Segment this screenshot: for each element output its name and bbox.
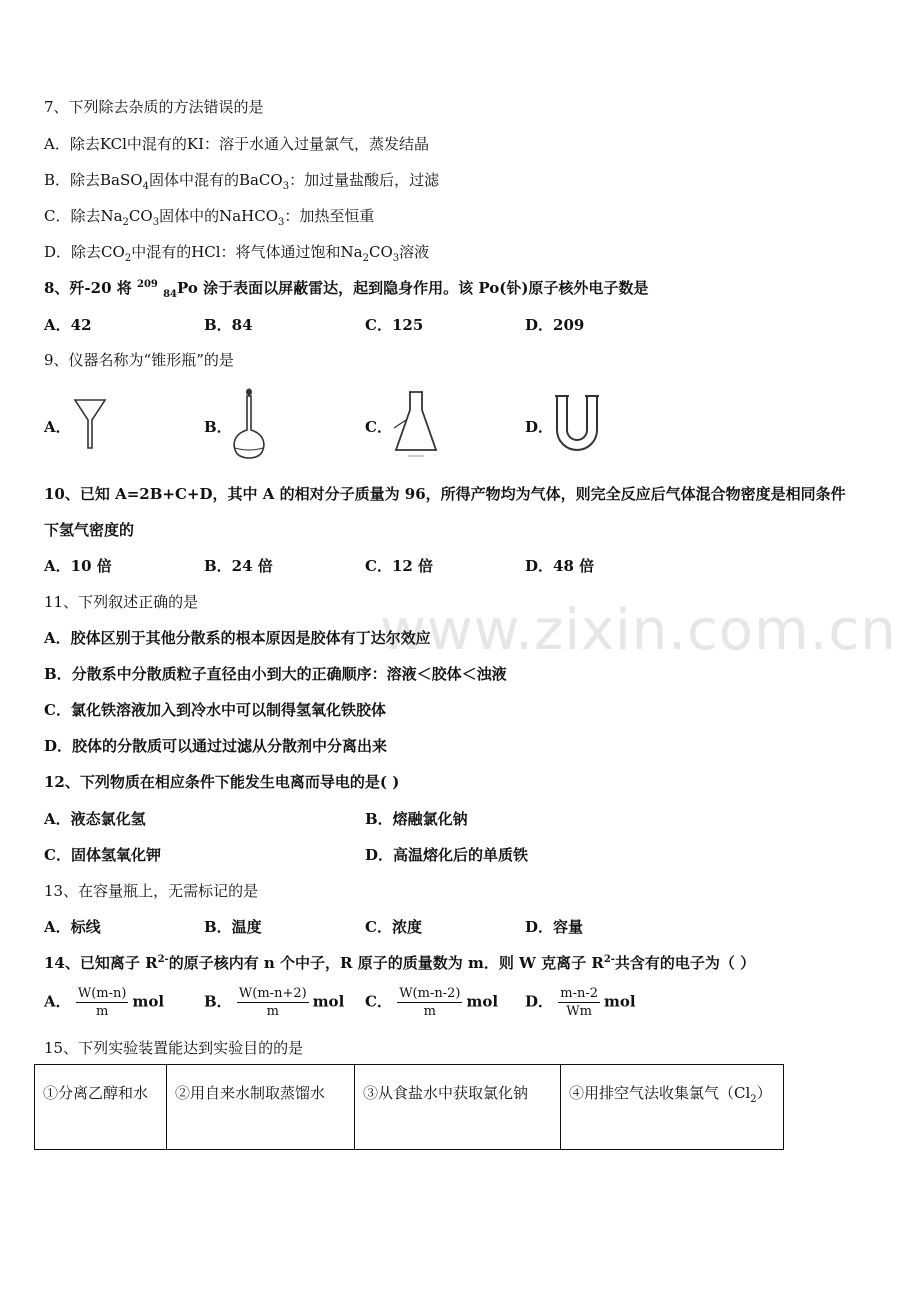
q14-option-c: C． $\frac{W(m-n-2)}{m}$ mol [365, 986, 499, 1019]
q9-label-b: B． [204, 418, 232, 436]
q13-option-a: A．标线 [44, 918, 101, 936]
q8-option-c: C．125 [365, 316, 424, 334]
conical-flask-icon [392, 388, 442, 460]
q11-option-b: B．分散系中分散质粒子直径由小到大的正确顺序：溶液＜胶体＜浊液 [44, 665, 507, 683]
q14-option-a: A． $\frac{W(m-n)}{m}$ mol [44, 986, 165, 1019]
q14-option-d: D． $\frac{m-n-2}{Wm}$ mol [525, 986, 636, 1019]
table-cell-4: ④用排空气法收集氯气$(Cl_2)$ [561, 1065, 784, 1150]
q7-option-a: A．除去KCl中混有的KI：溶于水通入过量氯气，蒸发结晶 [44, 135, 430, 153]
q14-option-b: B． $\frac{W(m-n+2)}{m}$ mol [204, 986, 345, 1019]
fraction: $\frac{W(m-n-2)}{m}$ [399, 986, 461, 1019]
q9-label-c: C． [365, 418, 392, 436]
q9-stem: 9、仪器名称为“锥形瓶”的是 [44, 351, 234, 369]
q7-stem: 7、下列除去杂质的方法错误的是 [44, 98, 264, 116]
q9-label-a: A． [44, 418, 71, 436]
q10-option-c: C．12 倍 [365, 557, 434, 575]
q9-label-d: D． [525, 418, 554, 436]
q10-option-d: D．48 倍 [525, 557, 595, 575]
q12-option-a: A．液态氯化氢 [44, 810, 146, 828]
q13-option-d: D．容量 [525, 918, 584, 936]
q7-option-b: B．除去BaSO$_4$固体中混有的BaCO$_3$：加过量盐酸后，过滤 [44, 171, 440, 192]
q10-option-a: A．10 倍 [44, 557, 112, 575]
watermark: www.zixin.com.cn [380, 598, 897, 663]
q12-option-c: C．固体氢氧化钾 [44, 846, 161, 864]
q15-stem: 15、下列实验装置能达到实验目的的是 [44, 1039, 304, 1057]
q13-stem: 13、在容量瓶上，无需标记的是 [44, 882, 259, 900]
experiment-table [34, 1064, 784, 1150]
q8-option-b: B．84 [204, 316, 253, 334]
q12-option-d: D．高温熔化后的单质铁 [365, 846, 529, 864]
q12-stem: 12、下列物质在相应条件下能发生电离而导电的是( ) [44, 773, 400, 791]
q13-option-b: B．温度 [204, 918, 262, 936]
q10-stem-line2: 下氢气密度的 [44, 521, 135, 539]
q8-option-d: D．209 [525, 316, 585, 334]
q10-stem-line1: 10、已知 A=2B+C+D，其中 A 的相对分子质量为 96，所得产物均为气体，则完全反应后气体混合物密度是相同条件 [44, 485, 846, 503]
q12-option-b: B．熔融氯化钠 [365, 810, 468, 828]
volumetric-flask-icon [228, 386, 272, 462]
q8-stem: 8、歼-20 将 $^{209}$ $_{84}$Po 涂于表面以屏蔽雷达，起到隐身作用。该 Po(钋)原子核外电子数是 [44, 279, 649, 300]
q11-option-c: C．氯化铁溶液加入到冷水中可以制得氢氧化铁胶体 [44, 701, 386, 719]
funnel-icon [72, 396, 108, 452]
table-cell-1: ①分离乙醇和水 [35, 1065, 167, 1150]
q14-stem: 14、已知离子 $R^{2-}$的原子核内有 n 个中子，R 原子的质量数为 m．则 W 克离子 $R^{2-}$共含有的电子为（ ） [44, 954, 756, 972]
fraction: $\frac{W(m-n+2)}{m}$ [238, 986, 307, 1019]
q8-option-a: A．42 [44, 316, 92, 334]
q7-option-d: D．除去$CO_2$中混有的HCl：将气体通过饱和$Na_2CO_3$溶液 [44, 243, 430, 264]
q13-option-c: C．浓度 [365, 918, 422, 936]
q10-option-b: B．24 倍 [204, 557, 273, 575]
q11-option-a: A．胶体区别于其他分散系的根本原因是胶体有丁达尔效应 [44, 629, 431, 647]
q11-stem: 11、下列叙述正确的是 [44, 593, 199, 611]
u-tube-icon [552, 392, 602, 456]
q11-option-d: D．胶体的分散质可以通过过滤从分散剂中分离出来 [44, 737, 388, 755]
fraction: $\frac{m-n-2}{Wm}$ [560, 986, 599, 1019]
q7-option-c: C．除去$Na_2CO_3$固体中的NaHCO$_3$：加热至恒重 [44, 207, 375, 228]
table-cell-2: ②用自来水制取蒸馏水 [167, 1065, 355, 1150]
table-cell-3: ③从食盐水中获取氯化钠 [355, 1065, 561, 1150]
fraction: $\frac{W(m-n)}{m}$ [77, 986, 127, 1019]
